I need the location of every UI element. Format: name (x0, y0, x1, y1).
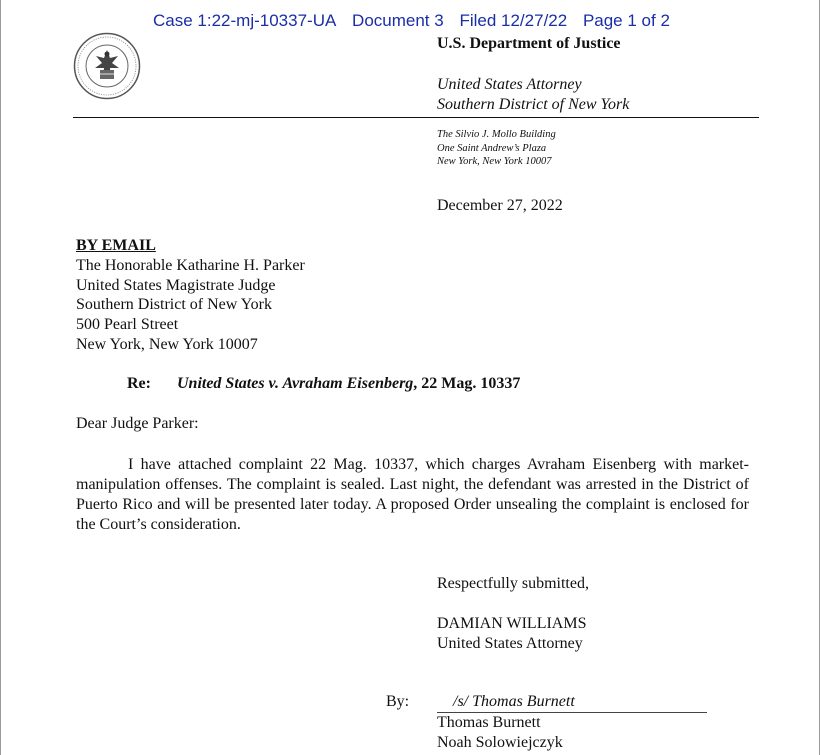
signer-name: Thomas Burnett (437, 714, 541, 731)
complimentary-close: Respectfully submitted, (437, 575, 589, 592)
re-case-name: United States v. Avraham Eisenberg (176, 375, 414, 392)
letter-body: I have attached complaint 22 Mag. 10337, which charges Avraham Eisenberg with market-manipulation offenses. The complaint is sealed. Last night, the defendant was arrested in the District of Puerto Rico and will be presented later today. A proposed Order unsealing the complaint is enclosed for the Court’s consideration. (76, 456, 749, 533)
re-label: Re: (127, 375, 151, 392)
letterhead-rule (73, 117, 759, 118)
address-line: New York, New York 10007 (437, 156, 552, 167)
address-line: One Saint Andrew’s Plaza (437, 142, 547, 154)
signer-name: Noah Solowiejczyk (437, 734, 563, 751)
salutation: Dear Judge Parker: (76, 415, 199, 432)
letter-date: December 27, 2022 (437, 197, 563, 214)
delivery-method: BY EMAIL (76, 237, 156, 254)
page-indicator: Page 1 of 2 (582, 11, 670, 30)
signer-names (437, 713, 563, 753)
signature-line: /s/ Thomas Burnett (437, 693, 707, 713)
signatory-name: DAMIAN WILLIAMS (437, 615, 587, 632)
recipient-line: United States Magistrate Judge (76, 276, 276, 294)
recipient-block (76, 236, 305, 355)
case-number: Case 1:22-mj-10337-UA (153, 11, 337, 30)
re-line (127, 375, 520, 393)
address-line: The Silvio J. Mollo Building (437, 129, 556, 140)
office-district: Southern District of New York (437, 96, 630, 113)
department-name: U.S. Department of Justice (437, 35, 621, 52)
signatory-block (437, 614, 586, 654)
re-case-number: , 22 Mag. 10337 (413, 375, 521, 392)
office-address (437, 128, 556, 169)
recipient-line: Southern District of New York (76, 296, 272, 314)
signatory-title: United States Attorney (437, 635, 583, 652)
recipient-line: New York, New York 10007 (76, 335, 258, 353)
by-label: By: (386, 693, 410, 710)
doj-seal-icon (73, 32, 141, 100)
filed-date: Filed 12/27/22 (459, 11, 568, 30)
recipient-line: The Honorable Katharine H. Parker (76, 256, 305, 274)
document-number: Document 3 (352, 11, 444, 30)
ecf-header-stamp (153, 11, 681, 31)
recipient-line: 500 Pearl Street (76, 316, 179, 334)
office-block (437, 75, 629, 115)
office-title: United States Attorney (437, 76, 582, 93)
